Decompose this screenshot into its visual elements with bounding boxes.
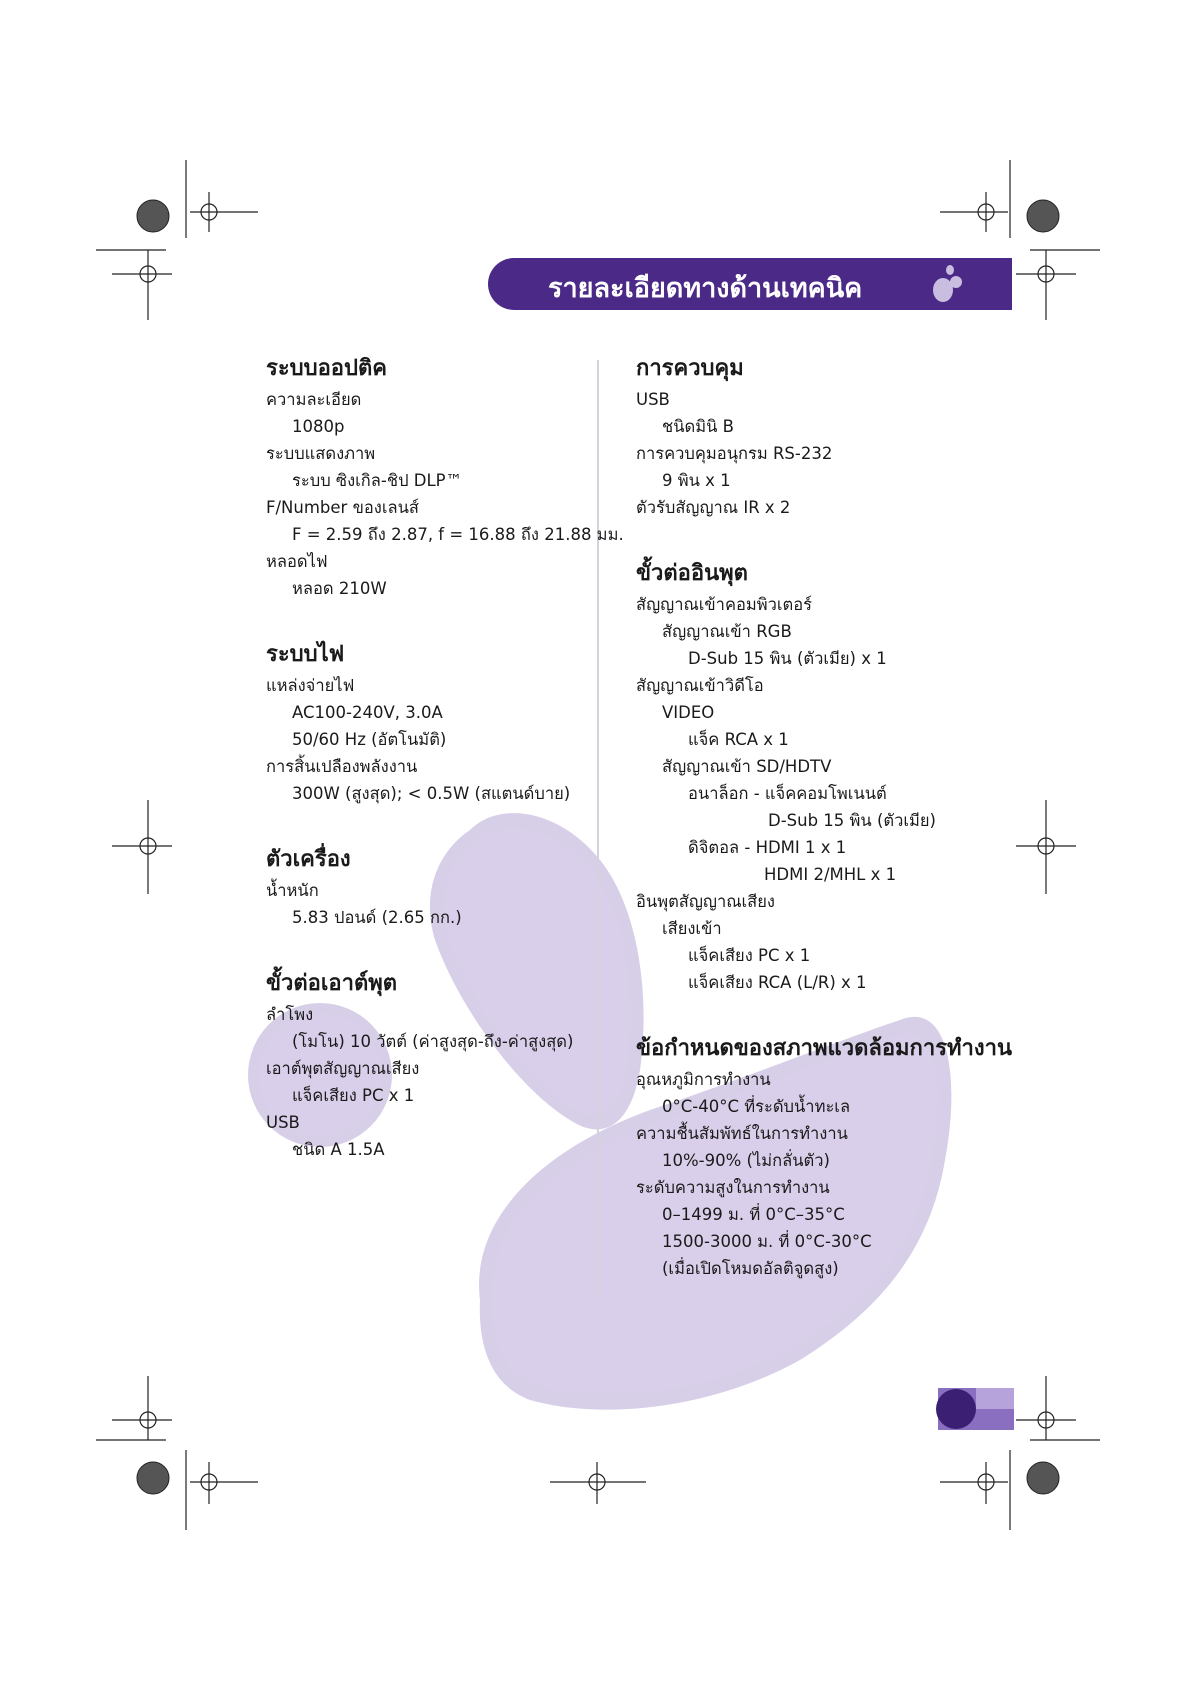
spec-value: (เมื่อเปิดโหมดอัลติจูดสูง) [662,1259,839,1278]
spec-section [636,352,1016,521]
color-wheel-top-right [1027,200,1059,232]
section-title: ระบบไฟ [266,642,345,667]
spec-label: เอาต์พุตสัญญาณเสียง [266,1059,420,1078]
spec-value: 5.83 ปอนด์ (2.65 กก.) [292,908,462,927]
spec-value: F = 2.59 ถึง 2.87, f = 16.88 ถึง 21.88 มม. [292,525,624,544]
left-column [266,352,626,1199]
page-tab-highlight [976,1388,1014,1409]
spec-value: 10%-90% (ไม่กลั่นตัว) [662,1151,830,1170]
spec-value: สัญญาณเข้า RGB [662,622,792,641]
spec-value: 50/60 Hz (อัตโนมัติ) [292,730,447,749]
spec-section [266,352,626,602]
section-title: การควบคุม [636,356,744,381]
page-title: รายละเอียดทางด้านเทคนิค [548,273,863,304]
spec-value: แจ็คเสียง PC x 1 [688,946,811,965]
crosshair-bottom-left [190,1462,258,1504]
spec-value: 1080p [292,417,345,436]
brand-logo-icon [928,264,968,304]
right-column [636,352,1016,1318]
spec-label: ความชื้นสัมพัทธ์ในการทำงาน [636,1124,848,1143]
crosshair-left-middle [112,800,172,894]
spec-label: อินพุตสัญญาณเสียง [636,892,775,911]
crosshair-right-middle [1016,800,1076,894]
crosshair-left-upper [112,250,172,320]
spec-label: ลำโพง [266,1005,314,1024]
section-title: ระบบออปติค [266,356,387,381]
spec-label: F/Number ของเลนส์ [266,498,419,517]
color-wheel-bottom-right [1027,1462,1059,1494]
spec-value: เสียงเข้า [662,919,722,938]
spec-value: ดิจิตอล - HDMI 1 x 1 [688,838,847,857]
spec-label: หลอดไฟ [266,552,328,571]
crosshair-right-upper [1016,250,1076,320]
spec-value: ชนิด A 1.5A [292,1140,385,1159]
section-title: ตัวเครื่อง [266,847,351,872]
section-header-bar [488,258,1012,310]
page-tab-dot [936,1389,976,1429]
section-title: ข้อกำหนดของสภาพแวดล้อมการทำงาน [636,1036,1013,1061]
section-title: ขั้วต่อเอาต์พุต [266,971,398,996]
spec-label: แหล่งจ่ายไฟ [266,676,355,695]
spec-section [266,843,626,931]
spec-label: ระบบแสดงภาพ [266,444,376,463]
spec-section [636,557,1016,996]
spec-value: AC100-240V, 3.0A [292,703,443,722]
spec-value: HDMI 2/MHL x 1 [764,865,897,884]
spec-value: ระบบ ซิงเกิล-ชิป DLP™ [292,471,463,490]
spec-value: 0–1499 ม. ที่ 0°C–35°C [662,1205,845,1224]
spec-label: อุณหภูมิการทำงาน [636,1070,771,1089]
spec-value: อนาล็อก - แจ็คคอมโพเนนต์ [688,784,887,803]
crosshair-bottom-right [940,1462,1008,1504]
color-wheel-bottom-left [137,1462,169,1494]
spec-section [636,1032,1016,1282]
crosshair-right-lower [1016,1376,1076,1440]
spec-label: น้ำหนัก [266,881,319,900]
crosshair-top-right [940,192,1008,232]
spec-value: หลอด 210W [292,579,387,598]
spec-label: สัญญาณเข้าวิดีโอ [636,676,764,695]
spec-label: การสิ้นเปลืองพลังงาน [266,757,418,776]
spec-section [266,967,626,1163]
spec-label: ตัวรับสัญญาณ IR x 2 [636,498,791,517]
section-title: ขั้วต่ออินพุต [636,561,748,586]
spec-value: (โมโน) 10 วัตต์ (ค่าสูงสุด-ถึง-ค่าสูงสุด) [292,1032,574,1051]
spec-label: ความละเอียด [266,390,362,409]
spec-value: แจ็คเสียง PC x 1 [292,1086,415,1105]
spec-value: 300W (สูงสุด); < 0.5W (สแตนด์บาย) [292,784,571,803]
spec-label: ระดับความสูงในการทำงาน [636,1178,830,1197]
spec-value: 9 พิน x 1 [662,471,731,490]
spec-value: D-Sub 15 พิน (ตัวเมีย) [768,811,936,830]
spec-label: การควบคุมอนุกรม RS-232 [636,444,833,463]
spec-label: สัญญาณเข้าคอมพิวเตอร์ [636,595,813,614]
spec-value: แจ็ค RCA x 1 [688,730,789,749]
spec-section [266,638,626,807]
spec-value: สัญญาณเข้า SD/HDTV [662,757,832,776]
spec-value: 0°C-40°C ที่ระดับน้ำทะเล [662,1097,851,1116]
spec-label: USB [636,390,670,409]
page-number-tab [938,1388,1014,1430]
spec-value: VIDEO [662,703,715,722]
crosshair-bottom-center [550,1462,646,1504]
spec-value: D-Sub 15 พิน (ตัวเมีย) x 1 [688,649,887,668]
spec-value: ชนิดมินิ B [662,417,734,436]
spec-label: USB [266,1113,300,1132]
color-wheel-top-left [137,200,169,232]
spec-value: 1500-3000 ม. ที่ 0°C-30°C [662,1232,872,1251]
crosshair-left-lower [112,1376,172,1440]
spec-value: แจ็คเสียง RCA (L/R) x 1 [688,973,867,992]
crosshair-top-left [190,192,258,232]
